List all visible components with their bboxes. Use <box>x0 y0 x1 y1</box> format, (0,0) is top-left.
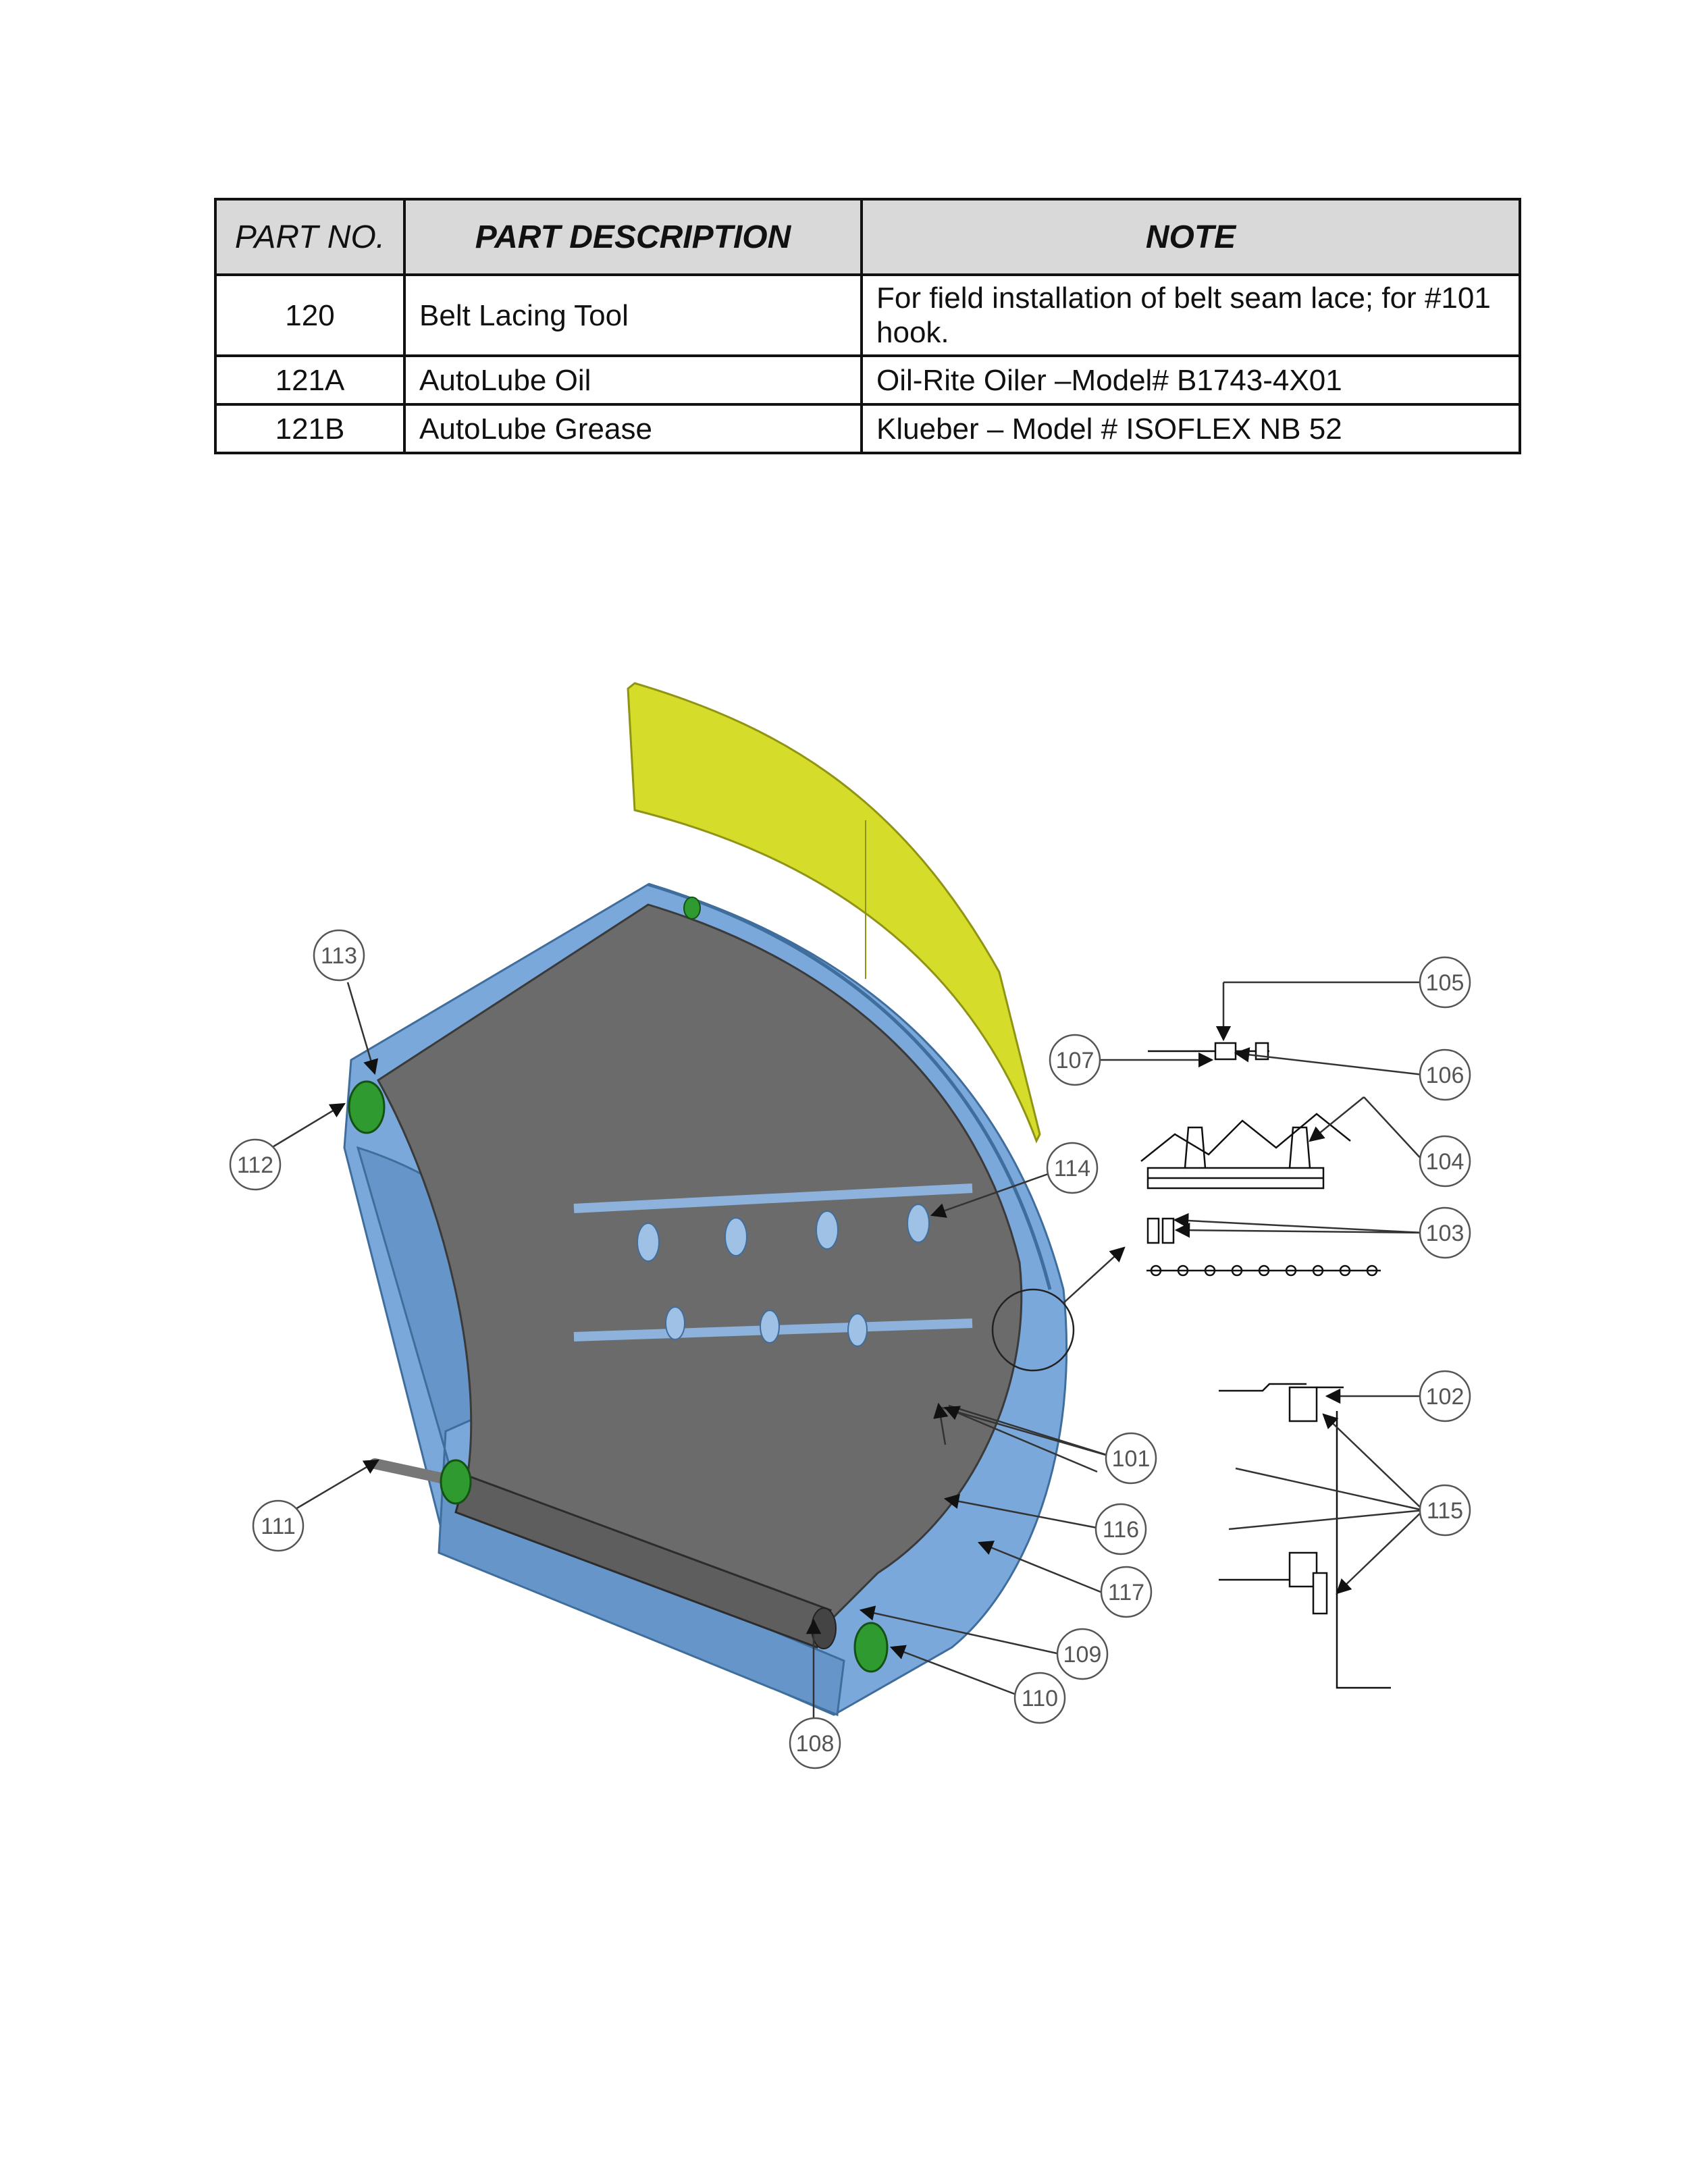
callout-106 <box>1420 1050 1470 1100</box>
callout-105 <box>1420 957 1470 1007</box>
svg-text:109: 109 <box>1063 1642 1102 1668</box>
svg-text:116: 116 <box>1102 1517 1140 1543</box>
conveyor-exploded-diagram <box>0 648 1688 1796</box>
part-number: 121A <box>215 356 404 404</box>
part-description: AutoLube Oil <box>404 356 862 404</box>
table-row <box>215 275 1520 356</box>
svg-text:108: 108 <box>795 1731 835 1757</box>
callout-104 <box>1420 1136 1470 1186</box>
svg-text:115: 115 <box>1426 1498 1464 1524</box>
callout-107 <box>1050 1035 1100 1085</box>
part-number: 121B <box>215 404 404 453</box>
table-header-row <box>215 199 1520 275</box>
svg-text:104: 104 <box>1425 1149 1465 1175</box>
header-note: NOTE <box>862 199 1520 275</box>
table-row <box>215 404 1520 453</box>
svg-text:106: 106 <box>1425 1063 1465 1088</box>
callout-103 <box>1420 1208 1470 1258</box>
part-description: Belt Lacing Tool <box>404 275 862 356</box>
callout-117 <box>1101 1567 1151 1617</box>
detail-drawings <box>1141 1043 1391 1688</box>
callout-109 <box>1057 1629 1107 1679</box>
callout-114 <box>1047 1143 1097 1193</box>
svg-text:103: 103 <box>1425 1221 1465 1246</box>
callout-113 <box>314 930 364 980</box>
header-part-description: PART DESCRIPTION <box>404 199 862 275</box>
svg-text:113: 113 <box>320 943 358 969</box>
callout-116 <box>1096 1504 1146 1554</box>
part-note: Oil-Rite Oiler –Model# B1743-4X01 <box>862 356 1520 404</box>
detail-arrow <box>1063 1248 1124 1303</box>
svg-text:102: 102 <box>1425 1384 1465 1410</box>
svg-text:107: 107 <box>1055 1048 1094 1073</box>
callout-101 <box>1106 1433 1156 1483</box>
callout-108 <box>790 1718 840 1768</box>
svg-text:101: 101 <box>1111 1446 1151 1472</box>
svg-text:112: 112 <box>236 1152 274 1178</box>
svg-text:105: 105 <box>1425 970 1465 996</box>
callout-111 <box>253 1501 303 1551</box>
svg-text:117: 117 <box>1107 1580 1145 1605</box>
callout-102 <box>1420 1371 1470 1421</box>
callout-110 <box>1015 1673 1065 1723</box>
header-part-no: PART NO. <box>215 199 404 275</box>
svg-text:110: 110 <box>1021 1686 1059 1711</box>
part-note: Klueber – Model # ISOFLEX NB 52 <box>862 404 1520 453</box>
parts-table <box>214 198 1521 454</box>
callout-112 <box>230 1140 280 1190</box>
callout-115 <box>1420 1485 1470 1535</box>
part-number: 120 <box>215 275 404 356</box>
svg-text:114: 114 <box>1053 1156 1091 1181</box>
part-note: For field installation of belt seam lace; for #101 hook. <box>862 275 1520 356</box>
table-row <box>215 356 1520 404</box>
part-description: AutoLube Grease <box>404 404 862 453</box>
svg-text:111: 111 <box>261 1514 296 1539</box>
